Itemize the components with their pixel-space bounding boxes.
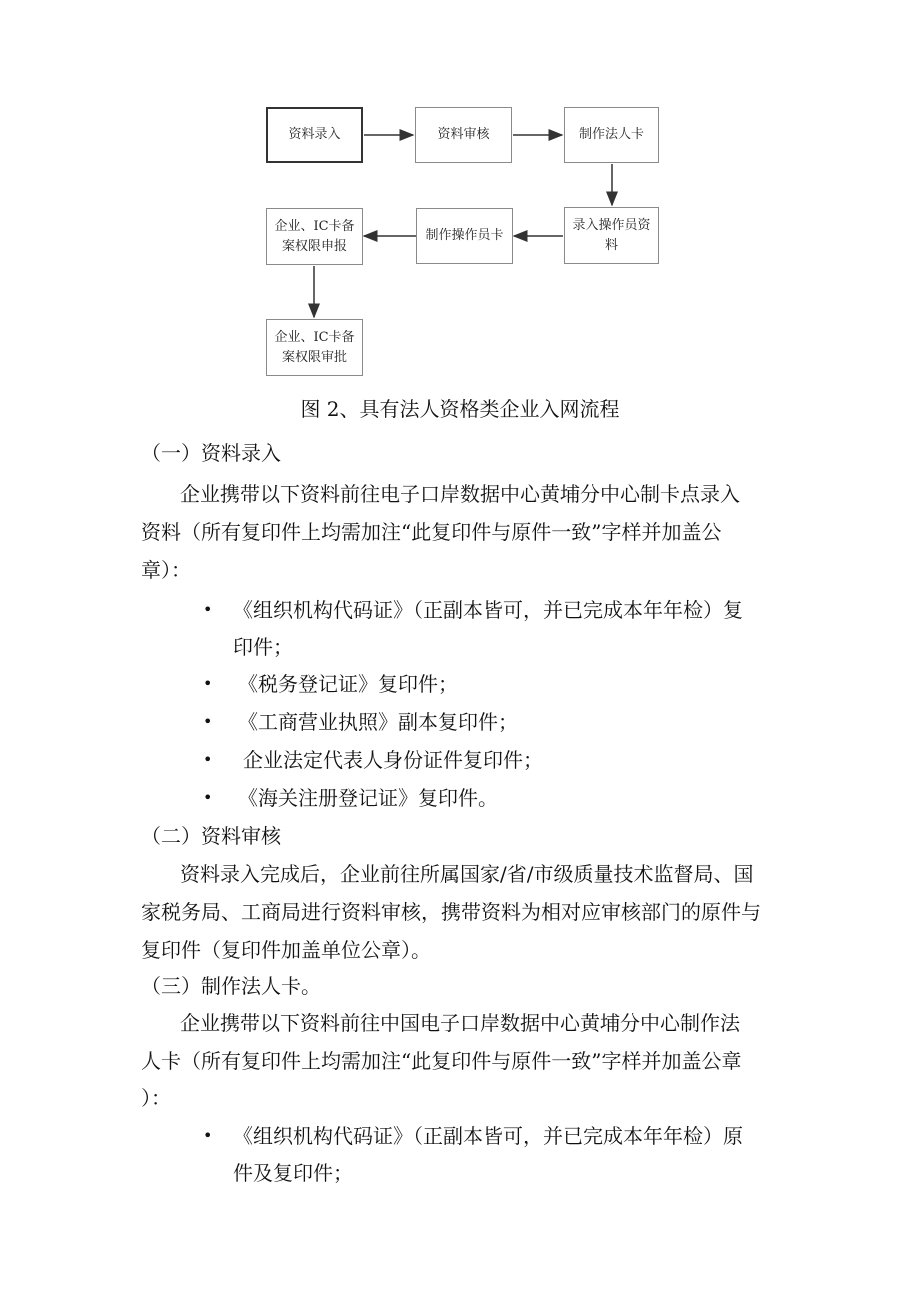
section-1-heading: （一）资料录入	[141, 441, 281, 465]
box-legal-card	[564, 107, 659, 163]
bullet-marker: •	[203, 674, 213, 693]
bullet-marker: •	[203, 600, 213, 619]
box-data-review	[415, 107, 512, 163]
box-permission-approve-label: 企业、IC卡备案权限审批	[274, 329, 355, 365]
section-2-paragraph-line-2: 家税务局、工商局进行资料审核，携带资料为相对应审核部门的原件与	[141, 900, 761, 924]
section-3-paragraph-line-2: 人卡（所有复印件上均需加注“此复印件与原件一致”字样并加盖公章	[141, 1049, 742, 1073]
bullet-marker: •	[203, 788, 213, 807]
section-1-paragraph-line-3: 章）：	[141, 558, 191, 582]
section-1-bullet-1-line-1: 《组织机构代码证》（正副本皆可，并已完成本年年检）复	[233, 598, 743, 622]
box-operator-info	[564, 207, 659, 264]
box-data-review-label: 资料审核	[437, 127, 490, 142]
box-legal-card-label: 制作法人卡	[578, 127, 644, 142]
section-2-heading: （二）资料审核	[141, 824, 281, 848]
section-3-paragraph-line-3: ）：	[141, 1086, 171, 1110]
section-1-bullet-3: 《工商营业执照》副本复印件；	[238, 710, 518, 734]
box-permission-approve	[266, 319, 363, 376]
section-1-paragraph-line-1: 企业携带以下资料前往电子口岸数据中心黄埔分中心制卡点录入	[180, 482, 740, 506]
box-operator-card	[416, 208, 513, 264]
bullet-marker: •	[203, 712, 213, 731]
section-3-heading: （三）制作法人卡。	[141, 974, 321, 998]
section-3-paragraph-line-1: 企业携带以下资料前往中国电子口岸数据中心黄埔分中心制作法	[180, 1011, 740, 1035]
box-operator-card-label: 制作操作员卡	[425, 228, 504, 243]
bullet-marker: •	[203, 1126, 213, 1145]
section-1-bullet-1-line-2: 印件；	[233, 635, 293, 659]
bullet-marker: •	[203, 750, 213, 769]
section-3-bullet-1-line-1: 《组织机构代码证》（正副本皆可，并已完成本年年检）原	[233, 1124, 743, 1148]
section-2-paragraph-line-3: 复印件（复印件加盖单位公章）。	[141, 938, 431, 962]
figure-caption: 图 2、具有法人资格类企业入网流程	[300, 397, 620, 421]
section-2-paragraph-line-1: 资料录入完成后，企业前往所属国家/省/市级质量技术监督局、国	[180, 862, 754, 886]
box-operator-info-label: 录入操作员资料	[572, 217, 651, 253]
box-data-input-label: 资料录入	[288, 127, 341, 142]
box-data-input	[266, 107, 363, 163]
section-1-paragraph-line-2: 资料（所有复印件上均需加注“此复印件与原件一致”字样并加盖公	[141, 520, 722, 544]
section-1-bullet-4: 企业法定代表人身份证件复印件；	[243, 748, 543, 772]
section-1-bullet-5: 《海关注册登记证》复印件。	[238, 786, 498, 810]
section-1-bullet-2: 《税务登记证》复印件；	[238, 672, 458, 696]
flow-diagram	[0, 0, 920, 390]
section-3-bullet-1-line-2: 件及复印件；	[233, 1161, 353, 1185]
box-permission-apply-label: 企业、IC卡备案权限申报	[274, 218, 355, 254]
box-permission-apply	[266, 208, 363, 265]
flow-arrows	[0, 0, 920, 390]
